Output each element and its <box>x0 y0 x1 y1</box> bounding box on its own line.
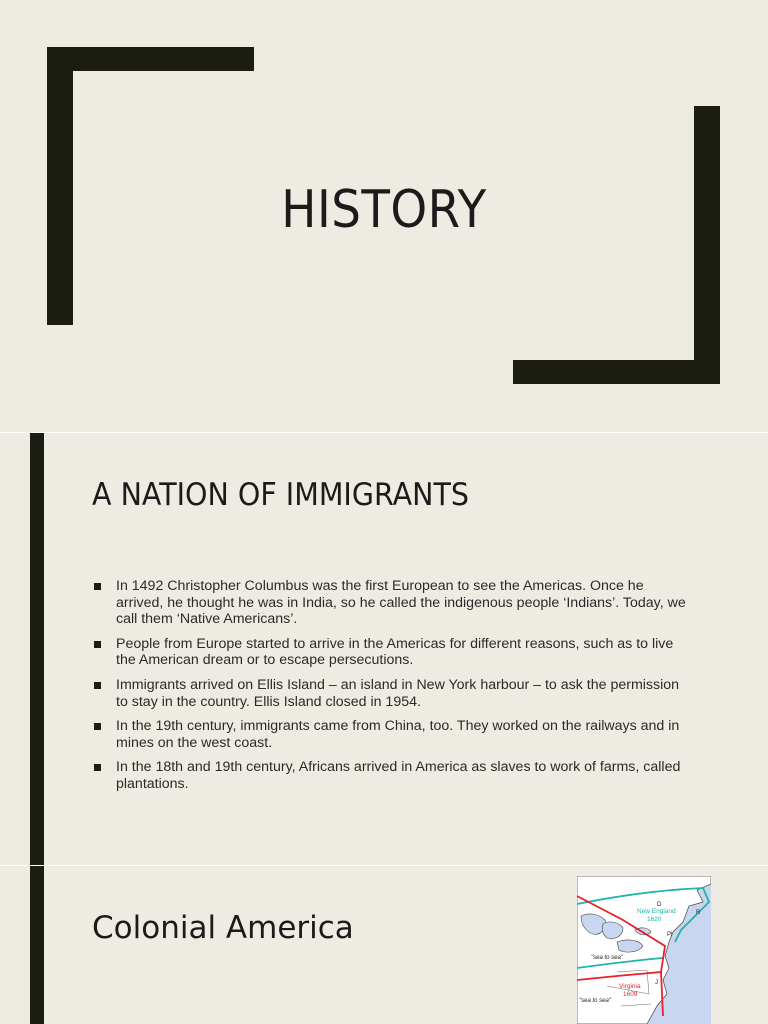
slide-title: Colonial America <box>92 910 354 946</box>
bottom-right-bracket-vertical <box>694 106 720 384</box>
slide-title: HISTORY <box>281 180 487 240</box>
immigrants-slide <box>0 433 768 865</box>
bullet-square-icon <box>94 764 101 771</box>
bullet-text: In the 18th and 19th century, Africans arrived in America as slaves to work of farms, called plantations. <box>116 759 681 792</box>
list-item <box>92 718 692 751</box>
virginia-label: Virginia <box>619 983 641 990</box>
accent-bar <box>30 433 44 865</box>
virginia-year: 1609 <box>623 991 638 998</box>
bottom-right-bracket-horizontal <box>513 360 720 384</box>
new-england-label: New England <box>637 908 676 915</box>
new-england-year: 1620 <box>647 916 662 923</box>
title-slide <box>0 0 768 432</box>
bullet-text: In 1492 Christopher Columbus was the first European to see the Americas. Once he arrived, he thought he was in India, so he called the indigenous people ‘Indians’. Today, we call them ‘Native Americans’. <box>116 578 686 628</box>
list-item <box>92 636 692 669</box>
map-marker-label: Pl <box>667 932 673 938</box>
colonial-america-slide <box>0 866 768 1024</box>
slide-title: A NATION OF IMMIGRANTS <box>92 477 469 513</box>
map-marker-label: J <box>655 980 658 986</box>
accent-bar <box>30 866 44 1024</box>
map-marker-label: R <box>696 910 701 916</box>
bullet-square-icon <box>94 641 101 648</box>
bullet-text: Immigrants arrived on Ellis Island – an island in New York harbour – to ask the permission to stay in the country. Ellis Island closed in 1954. <box>116 676 680 710</box>
bullet-square-icon <box>94 723 101 730</box>
bullet-square-icon <box>94 583 101 590</box>
sea-to-sea-label: "sea to sea" <box>579 998 611 1004</box>
list-item <box>92 578 692 628</box>
map-marker-label: D <box>657 902 662 908</box>
list-item <box>92 759 692 792</box>
bullet-list <box>92 578 692 801</box>
bullet-text: People from Europe started to arrive in the Americas for different reasons, such as to live the American dream or to escape persecutions. <box>116 635 674 669</box>
colonial-map-image <box>577 876 711 1024</box>
list-item <box>92 677 692 710</box>
top-left-bracket-horizontal <box>47 47 254 71</box>
bullet-text: In the 19th century, immigrants came from China, too. They worked on the railways and in mines on the west coast. <box>116 718 680 751</box>
bullet-square-icon <box>94 682 101 689</box>
sea-to-sea-label: "sea to sea" <box>591 955 623 961</box>
